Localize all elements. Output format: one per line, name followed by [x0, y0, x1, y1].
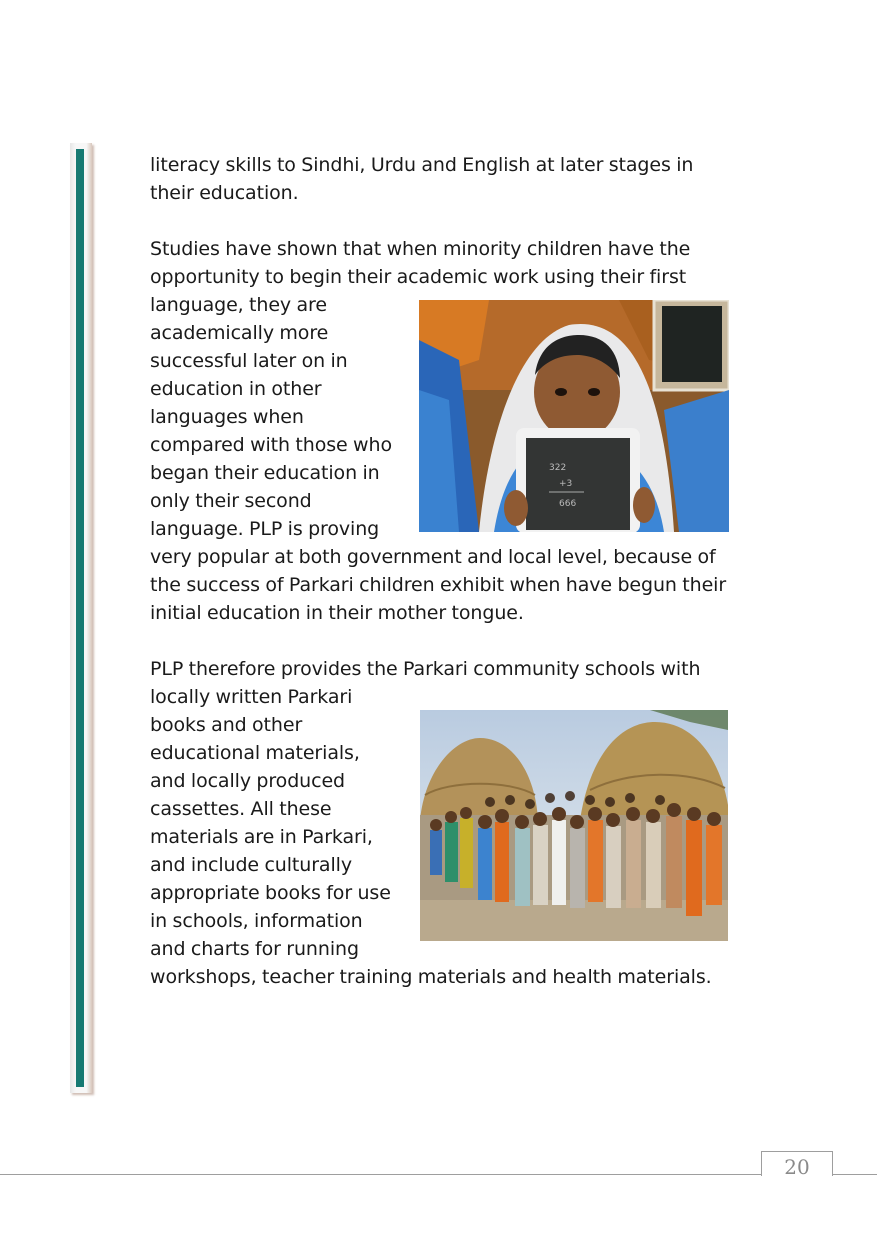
- text-line: only their second: [150, 490, 312, 512]
- accent-stripe: [76, 149, 84, 1087]
- text-line: academically more: [150, 322, 329, 344]
- svg-text:666: 666: [559, 499, 577, 509]
- footer-rule: [0, 1174, 877, 1175]
- text-line: locally written Parkari: [150, 686, 353, 708]
- text-line: appropriate books for use: [150, 882, 391, 904]
- page-number-box: [761, 1151, 833, 1179]
- text-line: literacy skills to Sindhi, Urdu and English at later stages in: [150, 154, 694, 176]
- text-line: and locally produced: [150, 770, 345, 792]
- text-line: language. PLP is proving: [150, 518, 380, 540]
- text-line: began their education in: [150, 462, 380, 484]
- svg-text:322: 322: [549, 463, 567, 473]
- text-line: materials are in Parkari,: [150, 826, 373, 848]
- text-line: languages when: [150, 406, 304, 428]
- text-line: very popular at both government and local level, because of: [150, 546, 716, 568]
- text-line: and charts for running: [150, 938, 359, 960]
- text-line: in schools, information: [150, 910, 363, 932]
- text-line: their education.: [150, 182, 299, 204]
- text-line: education in other: [150, 378, 322, 400]
- text-line: the success of Parkari children exhibit when have begun their: [150, 574, 727, 596]
- text-line: compared with those who: [150, 434, 392, 456]
- text-line: opportunity to begin their academic work using their first: [150, 266, 687, 288]
- text-line: books and other: [150, 714, 303, 736]
- photo-child-with-slate: [419, 300, 729, 532]
- decorative-sidebar-bar: [70, 143, 92, 1093]
- text-line: language, they are: [150, 294, 327, 316]
- svg-text:+3: +3: [559, 479, 573, 489]
- text-line: educational materials,: [150, 742, 360, 764]
- text-line: cassettes. All these: [150, 798, 332, 820]
- text-line: initial education in their mother tongue.: [150, 602, 524, 624]
- page-number: 20: [784, 1155, 810, 1179]
- text-line: PLP therefore provides the Parkari community schools with: [150, 658, 701, 680]
- text-line: Studies have shown that when minority children have the: [150, 238, 691, 260]
- text-line: successful later on in: [150, 350, 348, 372]
- text-line: and include culturally: [150, 854, 352, 876]
- text-line: workshops, teacher training materials and health materials.: [150, 966, 712, 988]
- photo-children-group-huts: [420, 710, 728, 941]
